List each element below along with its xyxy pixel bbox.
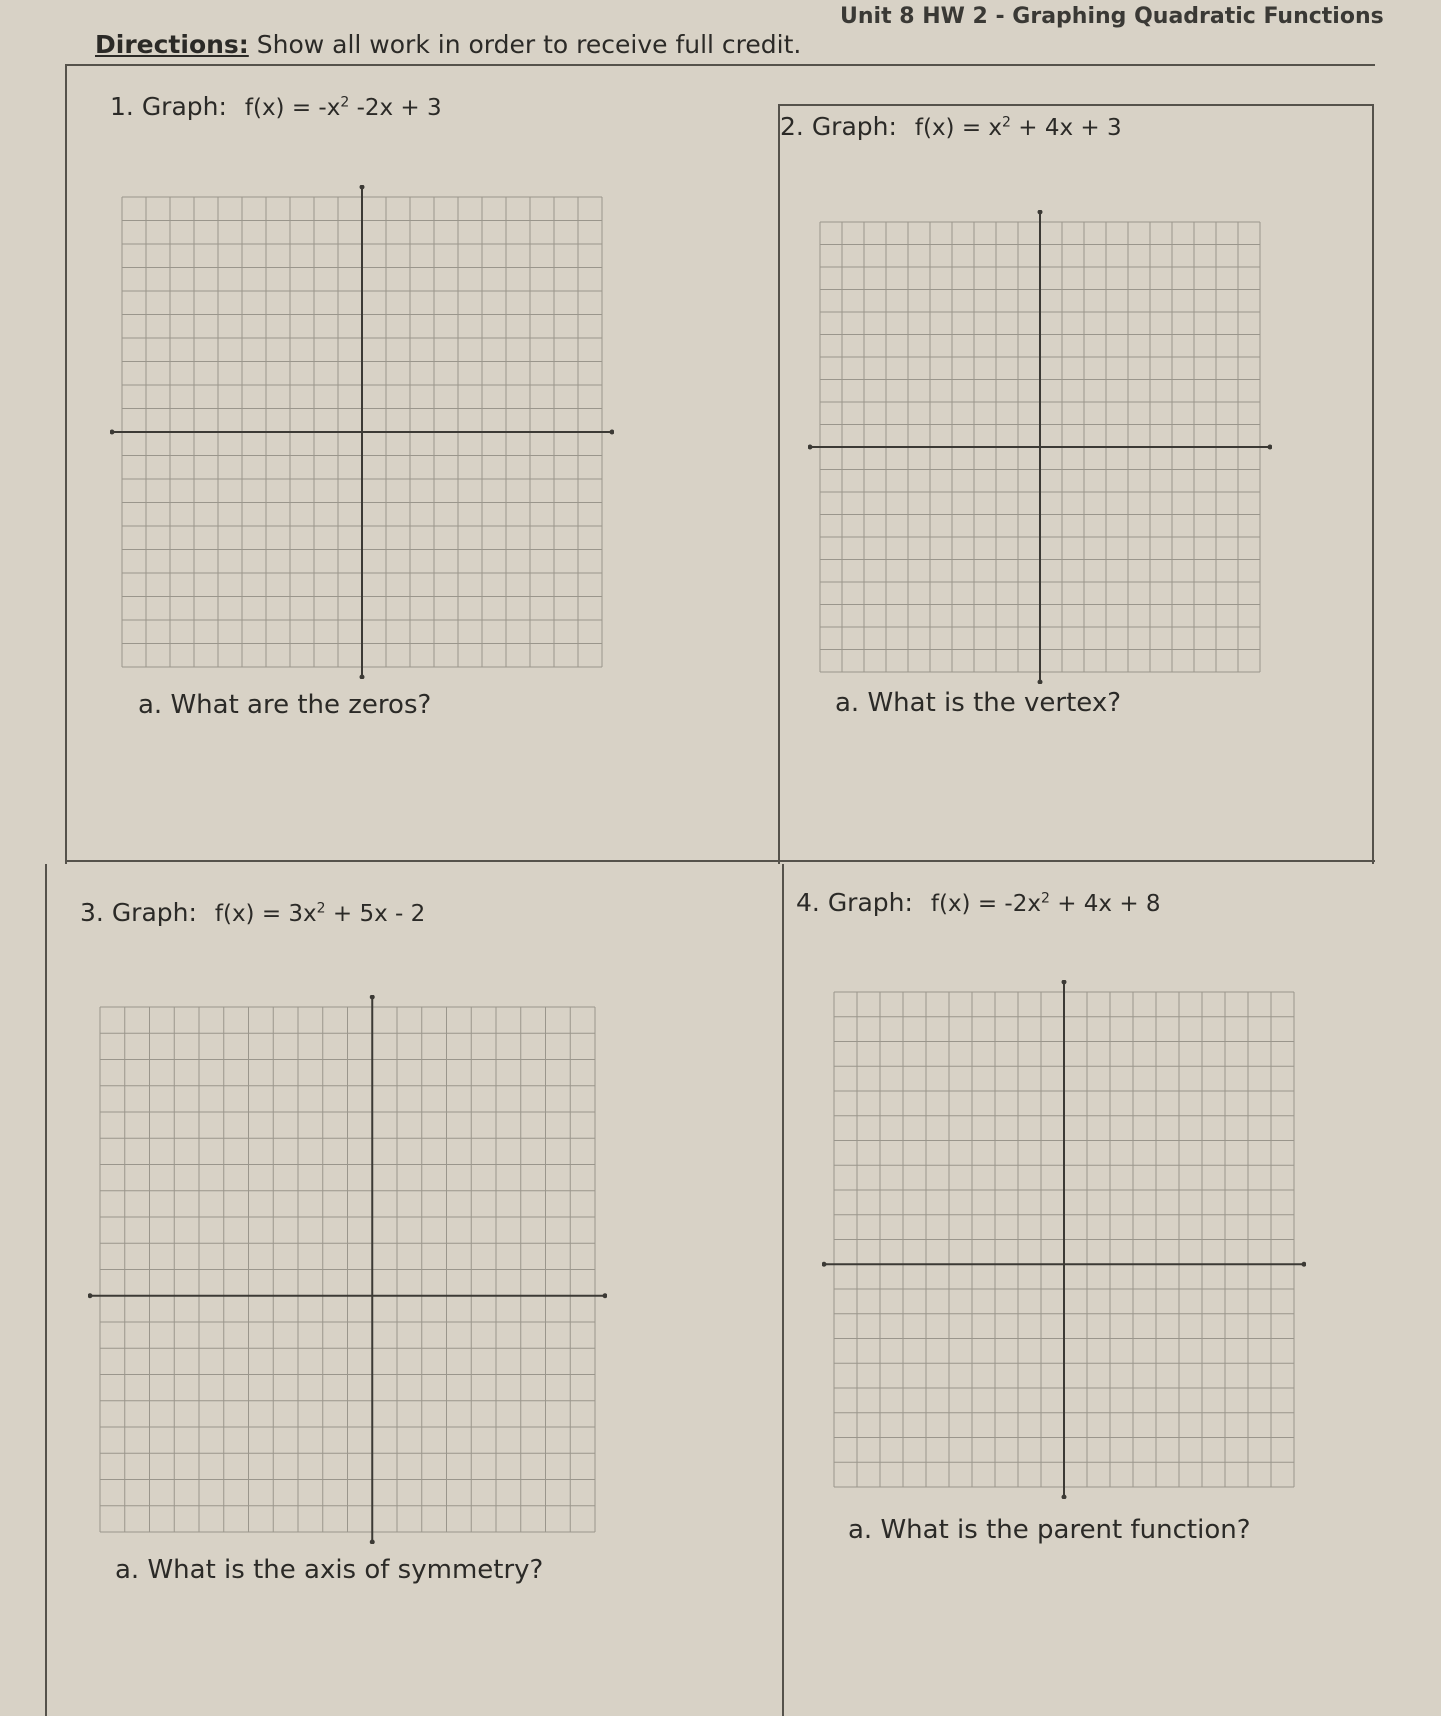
axis-end-dot [1038,680,1043,685]
axis-end-dot [603,1293,608,1298]
problem-4-word: Graph: [827,888,913,917]
axis-end-dot [1302,1262,1307,1267]
worksheet-title: Unit 8 HW 2 - Graphing Quadratic Functions [840,4,1384,29]
axis-end-dot [370,995,375,1000]
problem-4-question: a. What is the parent function? [848,1515,1251,1545]
problem-3-word: Graph: [111,898,197,927]
axis-end-dot [1062,1495,1067,1500]
problem-3-question: a. What is the axis of symmetry? [115,1555,544,1585]
problem-2-question: a. What is the vertex? [835,688,1121,718]
axis-end-dot [822,1262,827,1267]
axis-end-dot [610,430,615,435]
problem-1-word: Graph: [141,92,227,121]
problem-4-coordinate-grid[interactable] [822,980,1306,1499]
axis-end-dot [1268,445,1273,450]
left-border-lower [45,864,47,1716]
axis-end-dot [360,675,365,680]
problem-1-question: a. What are the zeros? [138,690,432,720]
problem-1-label [110,92,442,121]
center-divider-upper [778,104,780,864]
problem-2-coordinate-grid[interactable] [808,210,1272,684]
problem-2-function: $f(x) = x^2 + 4x + 3$ [914,114,1122,141]
directions-text: Show all work in order to receive full credit. [248,30,802,59]
grid-svg [808,210,1272,684]
left-border [65,64,67,864]
problem-2-word: Graph: [811,112,897,141]
problem-3-label [80,898,425,927]
problem-4-label [796,888,1161,917]
axis-end-dot [1062,980,1067,985]
problem-2-label [780,112,1122,141]
center-divider-lower [782,864,784,1716]
problem-2-number: 2. [780,112,804,141]
directions [95,30,801,59]
right-border [1372,104,1374,864]
directions-label: Directions: [95,30,249,59]
problem-3-number: 3. [80,898,104,927]
axis-end-dot [88,1293,93,1298]
grid-svg [110,185,614,679]
middle-divider [65,860,1375,862]
axis-end-dot [110,430,115,435]
grid-svg [88,995,607,1544]
problem-1-function: $f(x) = -x^2$ -2x + 3 [244,94,442,121]
grid-svg [822,980,1306,1499]
axis-end-dot [360,185,365,190]
axis-end-dot [370,1540,375,1545]
problem-4-number: 4. [796,888,820,917]
problem-3-function: $f(x) = 3x^2 + 5x - 2$ [214,900,426,927]
axis-end-dot [1038,210,1043,215]
top-divider [65,64,1375,66]
problem-3-coordinate-grid[interactable] [88,995,607,1544]
axis-end-dot [808,445,813,450]
problem-4-function: $f(x) = -2x^2 + 4x + 8$ [930,890,1161,917]
problem-1-coordinate-grid[interactable] [110,185,614,679]
right-top-divider [780,104,1372,106]
problem-1-number: 1. [110,92,134,121]
